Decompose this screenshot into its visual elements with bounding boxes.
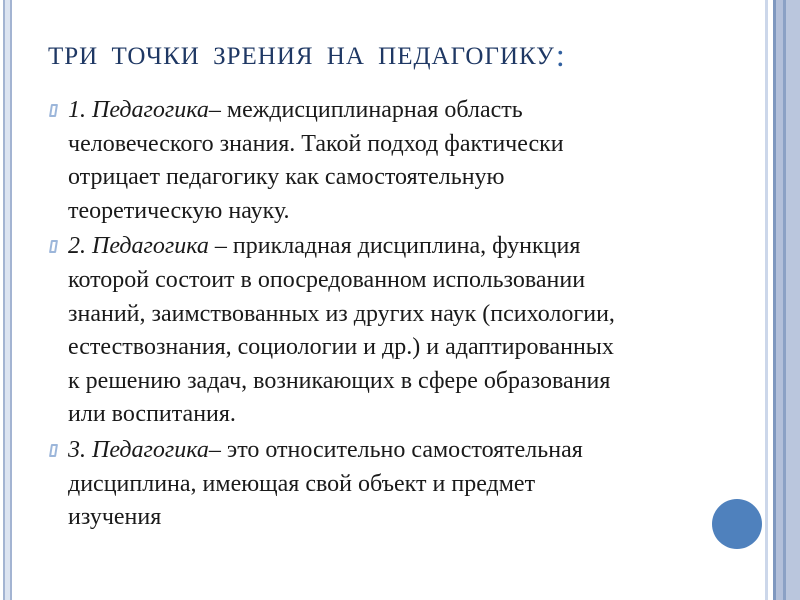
right-border-thin-line bbox=[765, 0, 768, 600]
bullet-line: изучения bbox=[68, 504, 162, 531]
slide-title bbox=[48, 38, 565, 74]
bullet-line bbox=[68, 434, 708, 468]
bullet-line: человеческого знания. Такой подход фактически bbox=[68, 130, 564, 157]
bullet-line: естествознания, социологии и др.) и адаптированных bbox=[68, 334, 614, 361]
bullet-lead: 3. Педагогика bbox=[68, 436, 209, 463]
list-item bbox=[48, 434, 708, 535]
slide-title-text: ТРИ ТОЧКИ ЗРЕНИЯ НА ПЕДАГОГИКУ bbox=[48, 43, 555, 70]
bullet-line: дисциплина, имеющая свой объект и предмет bbox=[68, 470, 536, 497]
accent-circle bbox=[712, 499, 762, 549]
bullet-line: которой состоит в опосредованном использовании bbox=[68, 266, 586, 293]
bullet-lead: 2. Педагогика bbox=[68, 233, 209, 260]
bullet-lead-tail: – междисциплинарная область bbox=[208, 97, 523, 123]
bullet-lead: 1. Педагогика bbox=[68, 97, 209, 123]
bullet-line: или воспитания. bbox=[68, 401, 236, 428]
left-border-band bbox=[3, 0, 12, 600]
open-square-bullet-icon bbox=[49, 444, 58, 457]
open-square-bullet-icon bbox=[49, 104, 58, 117]
bullet-lead-tail: – это относительно самостоятельная bbox=[208, 436, 583, 463]
bullet-line bbox=[68, 94, 708, 128]
slide-title-colon: : bbox=[555, 37, 565, 73]
bullet-line: отрицает педагогику как самостоятельную bbox=[68, 164, 505, 191]
bullet-line: знаний, заимствованных из других наук (психологии, bbox=[68, 300, 615, 327]
bullet-list bbox=[48, 94, 708, 537]
list-item bbox=[48, 94, 708, 228]
bullet-line: теоретическую науку. bbox=[68, 197, 290, 224]
open-square-bullet-icon bbox=[49, 240, 58, 253]
bullet-line bbox=[68, 230, 708, 264]
bullet-lead-tail: – прикладная дисциплина, функция bbox=[208, 233, 581, 260]
bullet-line: к решению задач, возникающих в сфере образования bbox=[68, 367, 611, 394]
right-border-band bbox=[773, 0, 800, 600]
list-item bbox=[48, 230, 708, 432]
